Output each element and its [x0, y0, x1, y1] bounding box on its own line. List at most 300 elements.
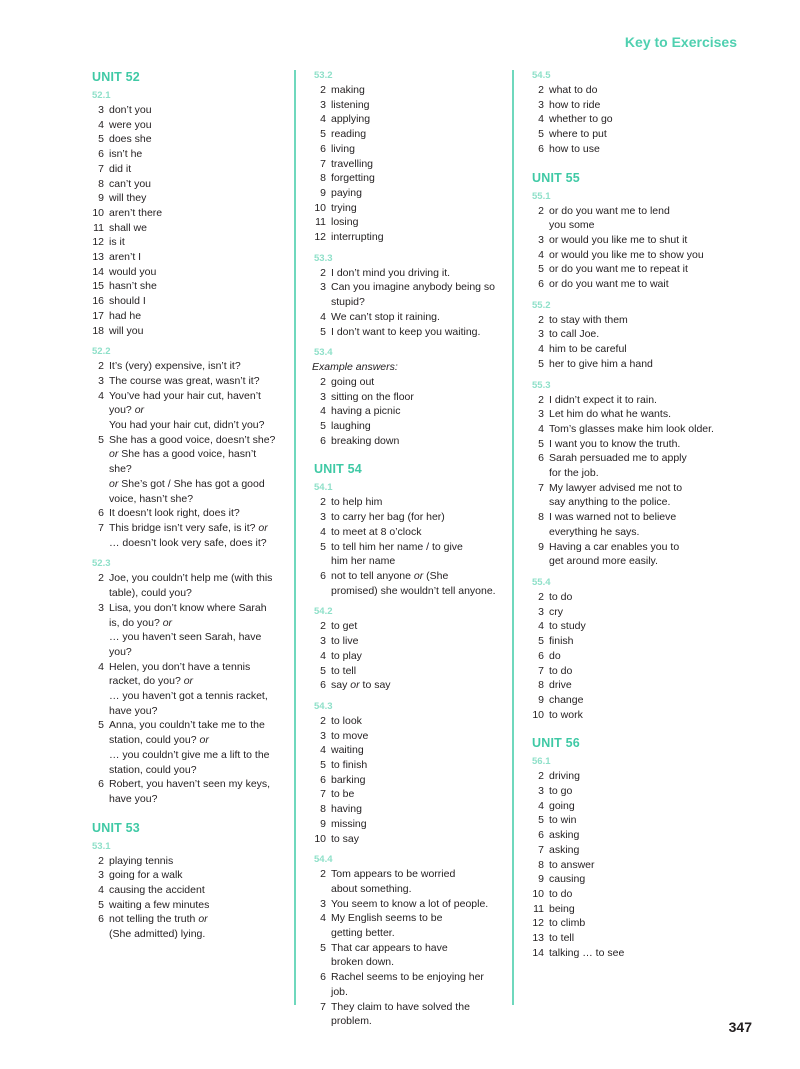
item-answer — [331, 186, 498, 201]
item-number: 5 — [98, 133, 104, 146]
item-number: 4 — [538, 343, 544, 356]
item-number: 3 — [320, 729, 326, 742]
answer-item — [528, 342, 722, 357]
item-number: 5 — [538, 263, 544, 276]
answer-item — [310, 510, 498, 525]
answer-item — [88, 235, 280, 250]
item-answer — [331, 664, 498, 679]
item-number: 7 — [98, 162, 104, 175]
answer-item — [528, 634, 722, 649]
answer-item — [528, 902, 722, 917]
item-answer — [549, 393, 722, 408]
answer-line: where to put — [549, 128, 607, 141]
item-number: 7 — [538, 843, 544, 856]
item-number: 4 — [538, 113, 544, 126]
answer-line: broken down. — [331, 956, 395, 969]
or-marker: or — [198, 913, 208, 926]
answer-item — [310, 375, 498, 390]
answer-list — [310, 375, 498, 449]
exercise-number: 53.1 — [92, 840, 111, 852]
item-number: 6 — [538, 452, 544, 465]
exercise-number: 54.2 — [314, 606, 333, 618]
item-number: 14 — [92, 265, 104, 278]
item-answer — [331, 569, 498, 598]
item-answer — [549, 902, 722, 917]
answer-item — [88, 374, 280, 389]
answer-line: shall we — [109, 221, 147, 234]
answer-item — [528, 83, 722, 98]
exercise-number: 55.1 — [532, 190, 551, 202]
item-answer — [109, 777, 280, 806]
item-number: 13 — [92, 251, 104, 264]
answer-list — [88, 359, 280, 550]
answer-item — [88, 309, 280, 324]
item-number: 5 — [320, 325, 326, 338]
answer-line: They claim to have solved the problem. — [331, 1000, 470, 1028]
answer-line: Tom appears to be worried — [331, 868, 456, 881]
answer-item — [528, 619, 722, 634]
answer-line: station, could you? or — [109, 734, 209, 747]
answer-item — [528, 233, 722, 248]
item-answer — [549, 481, 722, 510]
exercise-number: 53.3 — [314, 252, 333, 264]
item-answer — [549, 327, 722, 342]
answer-line: going out — [331, 375, 375, 388]
answer-item — [310, 802, 498, 817]
item-number: 2 — [320, 714, 326, 727]
item-number: 5 — [538, 635, 544, 648]
answer-line: sitting on the floor — [331, 390, 414, 403]
answer-line: I don’t mind you driving it. — [331, 266, 451, 279]
or-marker: or — [134, 404, 145, 417]
item-number: 10 — [532, 708, 544, 721]
item-number: 2 — [538, 393, 544, 406]
answer-line: to stay with them — [549, 313, 628, 326]
answer-item — [310, 678, 498, 693]
item-answer — [109, 506, 280, 521]
answer-item — [528, 664, 722, 679]
answer-item — [310, 664, 498, 679]
item-number: 8 — [538, 679, 544, 692]
unit-heading: UNIT 56 — [532, 736, 580, 751]
item-number: 3 — [98, 374, 104, 387]
answer-line: to win — [549, 814, 577, 827]
answer-list — [528, 769, 722, 960]
answer-line: My English seems to be — [331, 912, 443, 925]
item-answer — [331, 729, 498, 744]
item-answer — [549, 262, 722, 277]
item-answer — [109, 433, 280, 507]
item-number: 11 — [93, 221, 104, 234]
answer-list — [310, 867, 498, 1029]
answer-item — [528, 828, 722, 843]
item-number: 3 — [538, 408, 544, 421]
item-answer — [331, 83, 498, 98]
item-number: 3 — [98, 104, 104, 116]
answer-list — [528, 393, 722, 569]
item-answer — [549, 590, 722, 605]
item-number: 2 — [320, 84, 326, 96]
item-answer — [331, 678, 498, 693]
answer-item — [88, 324, 280, 339]
answer-item — [310, 540, 498, 569]
answer-item — [88, 718, 280, 777]
item-answer — [109, 147, 280, 162]
answer-line: is, do you? or — [109, 616, 173, 629]
answer-item — [528, 407, 722, 422]
item-number: 17 — [92, 309, 104, 322]
answer-item — [528, 327, 722, 342]
answer-line: him to be careful — [549, 343, 627, 356]
exercise-number: 52.3 — [92, 558, 111, 570]
answer-item — [310, 230, 498, 245]
or-marker: or — [350, 679, 360, 692]
answer-item — [310, 832, 498, 847]
answer-item — [310, 325, 498, 340]
item-number: 4 — [320, 113, 326, 126]
item-answer — [109, 571, 280, 600]
item-number: 8 — [538, 858, 544, 871]
item-answer — [331, 634, 498, 649]
item-answer — [331, 404, 498, 419]
answer-line: having a picnic — [331, 405, 401, 418]
item-number: 11 — [315, 216, 326, 229]
answer-line: drive — [549, 679, 572, 692]
answer-item — [528, 916, 722, 931]
answer-line: to tell — [549, 932, 575, 945]
unit-heading: UNIT 53 — [92, 820, 140, 835]
answer-line: Let him do what he wants. — [549, 408, 671, 421]
item-answer — [331, 215, 498, 230]
answer-line: to call Joe. — [549, 328, 600, 341]
item-number: 2 — [538, 204, 544, 217]
item-answer — [549, 708, 722, 723]
item-answer — [109, 374, 280, 389]
answer-line: had he — [109, 309, 142, 322]
item-answer — [549, 693, 722, 708]
item-number: 2 — [98, 854, 104, 867]
answer-item — [528, 142, 722, 157]
or-marker: or — [413, 569, 424, 582]
item-answer — [109, 718, 280, 777]
item-answer — [331, 817, 498, 832]
item-number: 5 — [320, 420, 326, 433]
item-answer — [109, 235, 280, 250]
answer-line: will they — [109, 192, 147, 205]
answer-item — [88, 389, 280, 433]
item-answer — [549, 540, 722, 569]
answer-item — [310, 911, 498, 940]
answer-item — [310, 758, 498, 773]
item-answer — [109, 294, 280, 309]
answer-list — [88, 854, 280, 942]
answer-line: waiting a few minutes — [109, 898, 210, 911]
answer-item — [88, 571, 280, 600]
answer-line: waiting — [331, 744, 364, 757]
item-number: 6 — [538, 649, 544, 662]
item-answer — [331, 495, 498, 510]
answer-item — [88, 506, 280, 521]
answer-line: to tell him her name / to give — [331, 540, 463, 553]
item-answer — [331, 434, 498, 449]
answer-list — [88, 103, 280, 338]
answer-item — [528, 248, 722, 263]
answer-item — [88, 118, 280, 133]
answer-item — [310, 186, 498, 201]
answer-line: have you? — [109, 792, 158, 805]
answer-line: you some — [549, 219, 595, 232]
answer-list — [528, 313, 722, 372]
answer-line: Rachel seems to be enjoying her job. — [331, 971, 484, 998]
answer-item — [310, 525, 498, 540]
item-answer — [331, 98, 498, 113]
answer-line: is it — [109, 236, 125, 249]
item-number: 3 — [98, 601, 104, 614]
answer-line: not to tell anyone or (She — [331, 569, 449, 582]
answer-item — [528, 693, 722, 708]
answer-item — [88, 221, 280, 236]
answer-item — [528, 98, 722, 113]
answer-item — [310, 773, 498, 788]
item-answer — [109, 103, 280, 118]
answer-item — [528, 313, 722, 328]
exercise-number: 54.5 — [532, 70, 551, 81]
answer-line: paying — [331, 186, 362, 199]
answer-item — [310, 649, 498, 664]
answer-line: hasn’t she — [109, 280, 157, 293]
item-answer — [109, 191, 280, 206]
item-number: 4 — [320, 912, 326, 925]
answer-list — [310, 266, 498, 340]
exercise-number: 54.3 — [314, 700, 333, 712]
answer-line: to study — [549, 620, 586, 633]
item-number: 5 — [320, 540, 326, 553]
item-number: 6 — [538, 829, 544, 842]
answer-line: You had your hair cut, didn’t you? — [109, 419, 265, 432]
item-answer — [331, 510, 498, 525]
item-answer — [549, 437, 722, 452]
answer-line: to look — [331, 714, 362, 727]
item-number: 6 — [320, 142, 326, 155]
item-answer — [331, 714, 498, 729]
answer-line: causing the accident — [109, 884, 205, 897]
answer-item — [310, 280, 498, 309]
item-answer — [331, 941, 498, 970]
answer-line: laughing — [331, 420, 371, 433]
item-number: 9 — [538, 693, 544, 706]
answer-line: stupid? — [331, 296, 365, 309]
answer-item — [528, 127, 722, 142]
exercise-number: 54.4 — [314, 854, 333, 866]
item-answer — [331, 911, 498, 940]
item-number: 2 — [538, 590, 544, 603]
item-answer — [549, 828, 722, 843]
item-answer — [549, 784, 722, 799]
answer-item — [310, 634, 498, 649]
answer-line: to carry her bag (for her) — [331, 511, 445, 524]
item-number: 9 — [538, 873, 544, 886]
answer-line: losing — [331, 216, 359, 229]
answer-item — [88, 294, 280, 309]
item-answer — [331, 832, 498, 847]
answer-line: reading — [331, 128, 367, 141]
answer-item — [528, 843, 722, 858]
answer-item — [310, 404, 498, 419]
item-number: 4 — [320, 310, 326, 323]
answer-item — [310, 787, 498, 802]
answer-line: to tell — [331, 664, 357, 677]
item-answer — [549, 357, 722, 372]
answer-line: can’t you — [109, 177, 152, 190]
item-answer — [109, 359, 280, 374]
answer-item — [528, 858, 722, 873]
answer-line: Helen, you don’t have a tennis — [109, 660, 251, 673]
item-number: 7 — [538, 664, 544, 677]
answer-item — [528, 112, 722, 127]
item-answer — [549, 946, 722, 961]
answer-line: Tom’s glasses make him look older. — [549, 422, 714, 435]
answer-line: travelling — [331, 157, 374, 170]
item-number: 5 — [320, 128, 326, 141]
item-number: 10 — [314, 832, 326, 845]
answer-line: did it — [109, 162, 132, 175]
answer-item — [528, 649, 722, 664]
item-answer — [549, 422, 722, 437]
answer-item — [528, 393, 722, 408]
answer-line: making — [331, 84, 365, 96]
item-answer — [109, 898, 280, 913]
item-number: 9 — [98, 192, 104, 205]
answer-line: whether to go — [549, 113, 613, 126]
answer-item — [528, 946, 722, 961]
item-number: 15 — [92, 280, 104, 293]
item-number: 5 — [538, 128, 544, 141]
answer-line: Joe, you couldn’t help me (with this — [109, 572, 273, 585]
answer-line: to move — [331, 729, 369, 742]
answer-line: to finish — [331, 759, 368, 772]
item-number: 2 — [320, 620, 326, 633]
answer-line: missing — [331, 817, 367, 830]
answer-line: living — [331, 142, 355, 155]
item-number: 6 — [98, 507, 104, 520]
item-number: 4 — [320, 649, 326, 662]
item-answer — [331, 867, 498, 896]
item-number: 4 — [538, 620, 544, 633]
item-answer — [549, 233, 722, 248]
answer-line: to get — [331, 620, 358, 633]
answer-list — [310, 619, 498, 693]
answer-line: to help him — [331, 496, 383, 509]
answer-column-3 — [512, 70, 722, 1005]
answer-line: finish — [549, 635, 574, 648]
item-answer — [549, 98, 722, 113]
answer-item — [528, 784, 722, 799]
answer-item — [88, 279, 280, 294]
item-number: 3 — [538, 98, 544, 111]
answer-item — [88, 103, 280, 118]
answer-column-1 — [88, 70, 280, 946]
item-number: 2 — [538, 84, 544, 96]
item-answer — [109, 521, 280, 550]
answer-item — [88, 898, 280, 913]
answer-line: will you — [109, 324, 144, 337]
item-answer — [331, 970, 498, 999]
item-answer — [331, 375, 498, 390]
answer-item — [88, 601, 280, 660]
item-answer — [331, 310, 498, 325]
item-number: 2 — [538, 770, 544, 783]
answer-line: trying — [331, 201, 357, 214]
answer-line: Anna, you couldn’t take me to the — [109, 719, 265, 732]
item-answer — [109, 177, 280, 192]
answer-item — [310, 817, 498, 832]
answer-item — [310, 310, 498, 325]
answer-line: what to do — [549, 84, 598, 96]
item-number: 2 — [320, 266, 326, 279]
answer-line: The course was great, wasn’t it? — [109, 374, 260, 387]
answer-line: going for a walk — [109, 869, 183, 882]
item-number: 5 — [320, 941, 326, 954]
item-number: 9 — [320, 817, 326, 830]
answer-line: does she — [109, 133, 152, 146]
item-number: 2 — [98, 572, 104, 585]
item-answer — [331, 266, 498, 281]
answer-item — [528, 437, 722, 452]
answer-list — [528, 590, 722, 722]
answer-line: causing — [549, 873, 586, 886]
answer-line: or do you want me to wait — [549, 278, 669, 291]
unit-heading: UNIT 54 — [314, 462, 362, 477]
item-number: 5 — [538, 357, 544, 370]
item-answer — [109, 883, 280, 898]
item-answer — [549, 916, 722, 931]
answer-list — [310, 83, 498, 245]
item-answer — [549, 678, 722, 693]
item-answer — [549, 858, 722, 873]
item-answer — [331, 157, 498, 172]
answer-item — [88, 177, 280, 192]
answer-line: say anything to the police. — [549, 496, 671, 509]
exercise-note: Example answers: — [312, 361, 398, 374]
item-number: 7 — [320, 1000, 326, 1013]
item-number: 9 — [538, 540, 544, 553]
answer-item — [528, 678, 722, 693]
item-answer — [109, 309, 280, 324]
exercise-number: 53.2 — [314, 70, 333, 81]
answer-line: or do you want me to repeat it — [549, 263, 688, 276]
answer-line: do — [549, 649, 561, 662]
item-number: 4 — [320, 525, 326, 538]
item-number: 8 — [538, 511, 544, 524]
answer-item — [310, 569, 498, 598]
answer-item — [310, 112, 498, 127]
unit-heading: UNIT 55 — [532, 170, 580, 185]
item-number: 5 — [98, 433, 104, 446]
or-marker: or — [183, 675, 194, 688]
item-answer — [109, 854, 280, 869]
item-answer — [331, 1000, 498, 1029]
answer-line: voice, hasn’t she? — [109, 492, 194, 505]
answer-line: to play — [331, 649, 362, 662]
answer-line: get around more easily. — [549, 555, 658, 568]
item-number: 6 — [320, 971, 326, 984]
item-answer — [109, 868, 280, 883]
answer-line: … you haven’t seen Sarah, have you? — [109, 631, 262, 658]
item-answer — [549, 769, 722, 784]
item-number: 7 — [538, 481, 544, 494]
answer-line: breaking down — [331, 434, 400, 447]
item-number: 4 — [538, 248, 544, 261]
